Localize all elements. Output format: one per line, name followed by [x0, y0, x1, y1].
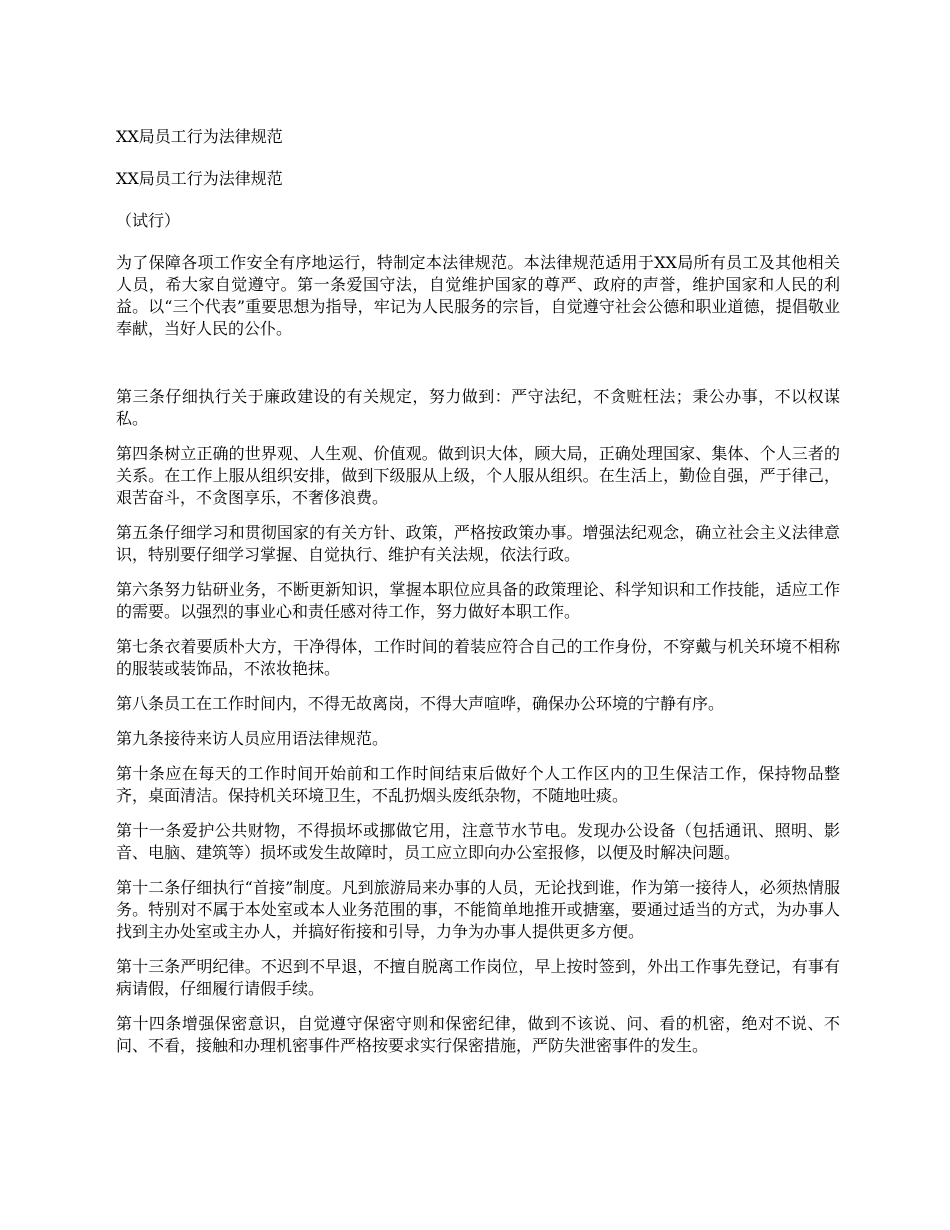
- article-13: 第十三条严明纪律。不迟到不早退，不擅自脱离工作岗位，早上按时签到，外出工作事先登记，有事有病请假，仔细履行请假手续。: [116, 957, 840, 998]
- article-8: 第八条员工在工作时间内，不得无故离岗，不得大声喧哗，确保办公环境的宁静有序。: [116, 694, 725, 713]
- intro-paragraph: 为了保障各项工作安全有序地运行，特制定本法律规范。本法律规范适用于XX局所有员工及其他相关人员，希大家自觉遵守。第一条爱国守法，自觉维护国家的尊严、政府的声誉，维护国家和人民的利益。以“三个代表”重要思想为指导，牢记为人民服务的宗旨，自觉遵守社会公德和职业道德，提倡敬业奉献，当好人民的公仆。: [116, 253, 840, 338]
- article-14: 第十四条增强保密意识，自觉遵守保密守则和保密纪律，做到不该说、问、看的机密，绝对不说、不问、不看，接触和办理机密事件严格按要求实行保密措施，严防失泄密事件的发生。: [116, 1014, 840, 1055]
- document-title: XX局员工行为法律规范: [116, 127, 283, 146]
- document-subtitle: （试行）: [116, 211, 181, 230]
- article-12: 第十二条仔细执行“首接”制度。凡到旅游局来办事的人员，无论找到谁，作为第一接待人，必须热情服务。特别对不属于本处室或本人业务范围的事，不能简单地推开或搪塞，要通过适当的方式，为办事人找到主办处室或主办人，并搞好衔接和引导，力争为办事人提供更多方便。: [116, 878, 840, 941]
- article-9: 第九条接待来访人员应用语法律规范。: [116, 729, 389, 748]
- article-3: 第三条仔细执行关于廉政建设的有关规定，努力做到：严守法纪，不贪赃枉法；秉公办事，不以权谋私。: [116, 387, 840, 428]
- article-10: 第十条应在每天的工作时间开始前和工作时间结束后做好个人工作区内的卫生保洁工作，保持物品整齐，桌面清洁。保持机关环境卫生，不乱扔烟头废纸杂物，不随地吐痰。: [116, 764, 840, 805]
- document-body: [116, 126, 840, 1070]
- article-6: 第六条努力钻研业务，不断更新知识，掌握本职位应具备的政策理论、科学知识和工作技能，适应工作的需要。以强烈的事业心和责任感对待工作，努力做好本职工作。: [116, 580, 840, 621]
- article-7: 第七条衣着要质朴大方，干净得体，工作时间的着装应符合自己的工作身份，不穿戴与机关环境不相称的服装或装饰品，不浓妆艳抹。: [116, 637, 840, 678]
- article-5: 第五条仔细学习和贯彻国家的有关方针、政策，严格按政策办事。增强法纪观念，确立社会主义法律意识，特别要仔细学习掌握、自觉执行、维护有关法规，依法行政。: [116, 523, 840, 564]
- article-4: 第四条树立正确的世界观、人生观、价值观。做到识大体，顾大局，正确处理国家、集体、个人三者的关系。在工作上服从组织安排，做到下级服从上级，个人服从组织。在生活上，勤俭自强，严于律己，艰苦奋斗，不贪图享乐，不奢侈浪费。: [116, 444, 840, 507]
- article-11: 第十一条爱护公共财物，不得损坏或挪做它用，注意节水节电。发现办公设备（包括通讯、照明、影音、电脑、建筑等）损坏或发生故障时，员工应立即向办公室报修，以便及时解决问题。: [116, 821, 840, 862]
- document-title-repeat: XX局员工行为法律规范: [116, 169, 283, 188]
